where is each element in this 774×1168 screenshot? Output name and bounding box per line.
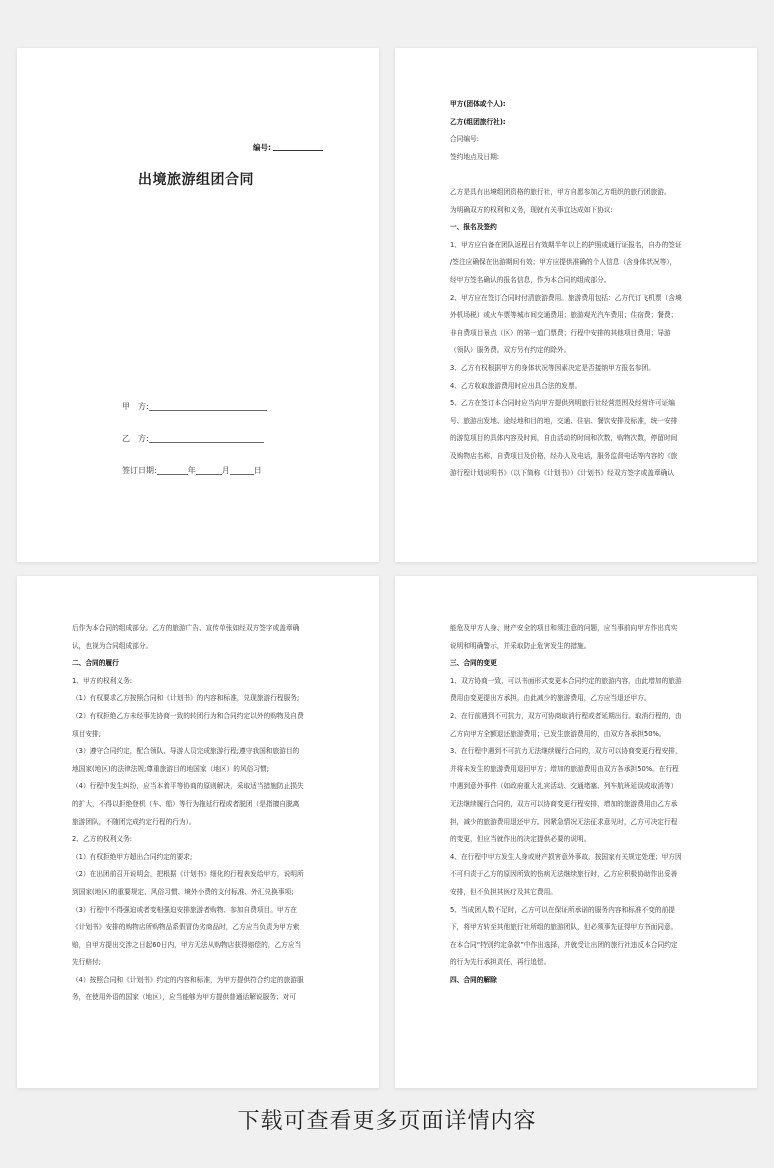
text-line: 5、乙方在签订本合同时应当向甲方提供列明旅行社经营范围及经营许可证编 (450, 399, 675, 408)
text-line: （4）按照合同和《计划书》约定的内容和标准，为甲方提供符合约定的旅游服 (72, 975, 304, 984)
text-line: 的行为先行承担责任，再行追偿。 (450, 958, 551, 967)
section-heading: 二、合同的履行 (72, 659, 119, 668)
text-line: 乙方向甲方全额退还旅游费用；已发生旅游费用的，由双方各承担50%。 (450, 729, 666, 738)
text-line: 在本合同“特别约定条款”中作出选择，并就受让出团的旅行社违反本合同约定 (450, 940, 678, 949)
section-heading: 一、报名及签约 (450, 223, 497, 232)
text-line: 3、在行程中遇到不可抗力无法继续履行合同的，双方可以协商变更行程安排， (450, 747, 682, 756)
page-2 (395, 48, 757, 562)
text-line: 5、当成团人数不足时，乙方可以在保证所承诺的服务内容和标准不变的前提 (450, 905, 675, 914)
page-4-body (450, 620, 703, 989)
text-line: 外机场税）或火车票等城市间交通费用；旅游观光汽车费用；住宿费；餐费； (450, 311, 678, 320)
sign-date-line (122, 465, 262, 476)
footer-caption: 下载可查看更多页面详情内容 (237, 1109, 537, 1134)
page-2-body (450, 96, 703, 483)
text-line: 中遇到意外事件（如政府重大礼宾活动、交通堵塞、列车航班延误或取消等） (450, 782, 678, 791)
text-line: 及购物店名称，自费项目及价格，经办人及电话，服务监督电话等内容的《旅 (450, 451, 678, 460)
text-line: 游行程计划说明书》（以下简称《计划书》）《计划书》经双方签字或盖章确认 (450, 469, 675, 478)
text-line: 2、在行前遇到不可抗力，双方可协商取消行程或者延期出行。取消行程的，由 (450, 711, 682, 720)
day-blank (230, 465, 254, 475)
text-line: 2、乙方的权利义务: (72, 835, 133, 844)
text-line: （4）行程中发生纠纷，应当本着平等协商的原则解决，采取适当措施防止损失 (72, 782, 304, 791)
text-line: （2）有权拒绝乙方未经事先协商一致的转团行为和合同约定以外的购物及自费 (72, 711, 304, 720)
contract-title: 出境旅游组团合同 (138, 172, 254, 188)
section-heading: 四、合同的解除 (450, 975, 497, 984)
text-line: 费用由变更提出方承担，由此减少的旅游费用，乙方应当退还甲方。 (450, 694, 651, 703)
text-line: 的扩大，不得以拒绝登机（车、船）等行为拖延行程或者脱团（是指擅自脱离 (72, 799, 300, 808)
text-line: 担，减少的旅游费用退还甲方。因紧急情况无法征求意见时，乙方可决定行程 (450, 817, 678, 826)
serial-label: 编号: (253, 143, 271, 152)
text-line: 不可归责于乙方的原因所致的伤病无法继续旅行时，乙方应积极协助作出妥善 (450, 870, 678, 879)
month-label: 月 (221, 466, 230, 475)
serial-blank (273, 142, 323, 151)
text-line: 4、在行程中甲方发生人身或财产损害意外事故，按国家有关规定处理；甲方因 (450, 852, 682, 861)
text-line: （3）遵守合同约定，配合领队、导游人员完成旅游行程;遵守我国和旅游目的 (72, 747, 300, 756)
text-line: 能危及甲方人身、财产安全的项目和须注意的问题，应当事前向甲方作出真实 (450, 624, 678, 632)
serial-number-field (253, 142, 323, 153)
text-line: 的变更，但应当就作出的决定提供必要的说明。 (450, 835, 591, 844)
month-blank (196, 465, 222, 475)
text-line: 无法继续履行合同的，双方可以协商变更行程安排，增加的旅游费用由乙方承 (450, 799, 678, 808)
text-line: 认，也视为合同组成部分。 (72, 641, 153, 650)
text-line: 合同编号: (450, 135, 480, 144)
text-line: 务，在使用外语的国家（地区），应当能够为甲方提供普通话解说服务；对可 (72, 993, 297, 1002)
year-label: 年 (187, 466, 196, 475)
text-line: 非自费项目景点（区）的第一道门票费；行程中安排的其他项目费用；导游 (450, 328, 671, 337)
text-line: 赔，自甲方提出交涉之日起60日内，甲方无法从购物店获得赔偿的，乙方应当 (72, 940, 302, 949)
text-line: 号、旅游出发地、途经地和目的地，交通、住宿、餐饮安排及标准，统一安排 (450, 416, 678, 425)
text-line: 签约地点及日期: (450, 152, 500, 161)
text-line: 项目安排; (72, 729, 102, 738)
text-line: 旅游团队，不随团完成约定行程的行为）。 (72, 817, 196, 826)
text-line: 到国家(地区)的重要规定、风俗习惯、境外小费的支付标准、外汇兑换事项; (72, 887, 294, 896)
text-line: 4、乙方收取旅游费用时应出具合法的发票。 (450, 381, 582, 390)
section-heading: 三、合同的变更 (450, 659, 497, 668)
text-line: （1）有权拒绝甲方超出合同约定的要求; (72, 852, 193, 861)
text-line: 说明和明确警示，并采取防止危害发生的措施。 (450, 641, 591, 650)
text-line: 1、双方协商一致，可以书面形式变更本合同约定的旅游内容，由此增加的旅游 (450, 676, 682, 685)
text-line: 并将未发生的旅游费用退回甲方；增加的旅游费用由双方各承担50%。在行程 (450, 764, 679, 773)
text-line: 经甲方签名确认的报名信息，作为本合同的组成部分。 (450, 275, 611, 284)
text-line: 1、甲方的权利义务: (72, 676, 133, 685)
text-line: 安排，但不负担其医疗及其它费用。 (450, 887, 557, 896)
text-line: （3）行程中不得强迫或者变相强迫安排旅游者购物、参加自费项目。甲方在 (72, 905, 297, 914)
text-line: 下，将甲方转至其他旅行社所组的旅游团队，但必须事先征得甲方书面同意。 (450, 923, 678, 932)
text-line: 3、乙方有权根据甲方的身体状况等因素决定是否接纳甲方报名参团。 (450, 363, 655, 372)
page-3-body (72, 620, 325, 1007)
text-line: 先行赔付; (72, 958, 102, 967)
text-line: （领队）服务费。双方另有约定的除外。 (450, 346, 571, 355)
party-a-line (122, 401, 267, 412)
party-a-label: 甲 方: (122, 402, 149, 411)
party-a-blank (149, 401, 267, 411)
text-line: 乙方是具有出境组团资格的旅行社，甲方自愿参加乙方组织的旅行团旅游。 (450, 187, 671, 196)
day-label: 日 (253, 466, 262, 475)
text-line: 为明确双方的权利和义务，现就有关事宜达成如下协议: (450, 205, 613, 214)
text-line: 1、甲方应自备在团队返程日有效期半年以上的护照或通行证报名，自办的签证 (450, 240, 682, 249)
year-blank (157, 465, 188, 475)
party-b-blank (149, 433, 264, 443)
page-cover (17, 48, 379, 562)
section-heading: 乙方(组团旅行社): (450, 117, 506, 126)
party-b-label: 乙 方: (122, 434, 149, 443)
page-3 (17, 576, 379, 1088)
text-line (450, 166, 703, 184)
party-b-line (122, 433, 264, 444)
text-line: （2）在出团前召开说明会，把根据《计划书》细化的行程表发给甲方，说明所 (72, 870, 304, 879)
text-line: /签注应确保在出游期间有效；甲方应提供准确的个人信息（含身体状况等）， (450, 258, 677, 267)
text-line: （1）有权要求乙方按照合同和《计划书》的内容和标准，兑现旅游行程服务; (72, 694, 300, 703)
text-line: 地国家(地区)的法律法规;尊重旅游目的地国家（地区）的风俗习惯; (72, 764, 269, 773)
section-heading: 甲方(团体或个人): (450, 100, 506, 108)
page-4 (395, 576, 757, 1088)
text-line: 《计划书》安排的购物店所购物品系假冒伪劣商品时，乙方应当负责为甲方索 (72, 923, 300, 932)
text-line: 2、甲方应在签订合同时付清旅游费用。旅游费用包括：乙方代订飞机票（含境 (450, 293, 682, 302)
text-line: 后作为本合同的组成部分。乙方的旅游广告、宣传单张如经双方签字或盖章确 (72, 624, 300, 632)
text-line: 的游览项目的具体内容及时间，自由活动的时间和次数，购物次数，停留时间 (450, 434, 678, 443)
sign-date-label: 签订日期: (122, 466, 157, 475)
